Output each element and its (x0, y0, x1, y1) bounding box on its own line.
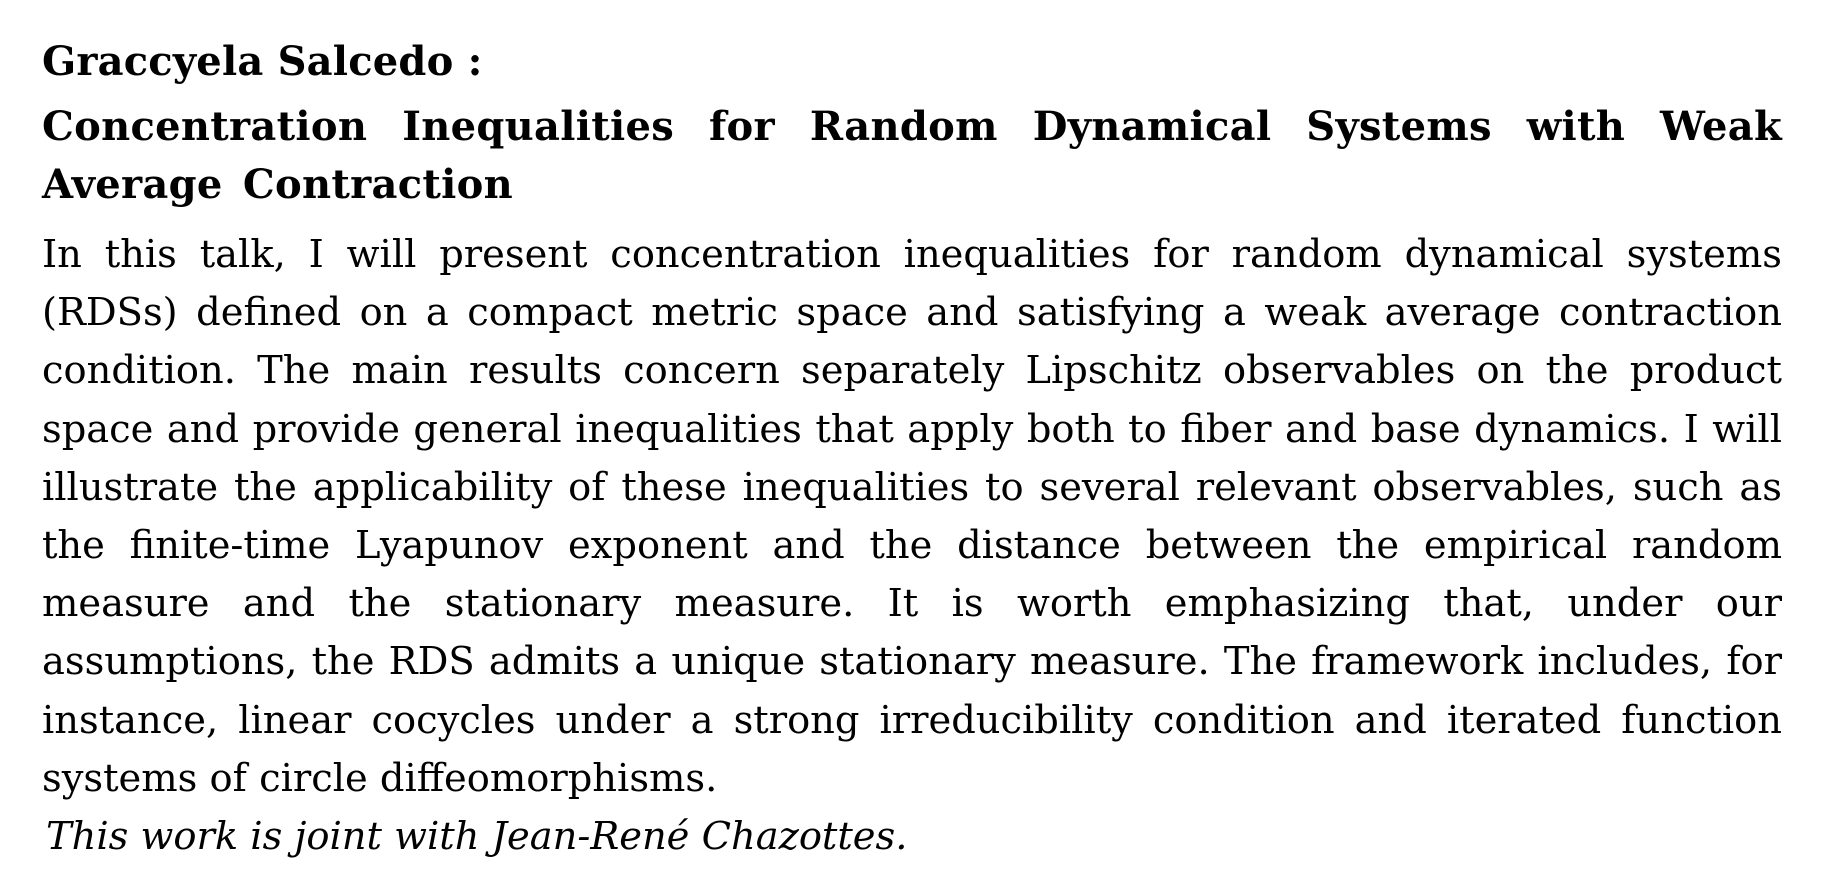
abstract-page (42, 30, 1782, 866)
joint-work-note: This work is joint with Jean-René Chazottes. (46, 814, 908, 860)
abstract-text: In this talk, I will present concentration inequalities for random dynamical systems (RDSs) defined on a compact metric space and satisfying a weak average contraction condition. The main results concern separately Lipschitz observables on the product space and provide general inequalities that apply both to fiber and base dynamics. I will illustrate the applicability of these inequalities to several relevant observables, such as the finite-time Lyapunov exponent and the distance between the empirical random measure and the stationary measure. It is worth emphasizing that, under our assumptions, the RDS admits a unique stationary measure. The framework includes, for instance, linear cocycles under a strong irreducibility condition and iterated function systems of circle diffeomorphisms. (42, 232, 1782, 801)
talk-title: Concentration Inequalities for Random Dynamical Systems with Weak Average Contraction (42, 103, 1782, 208)
author-name: Graccyela Salcedo : (42, 38, 483, 85)
